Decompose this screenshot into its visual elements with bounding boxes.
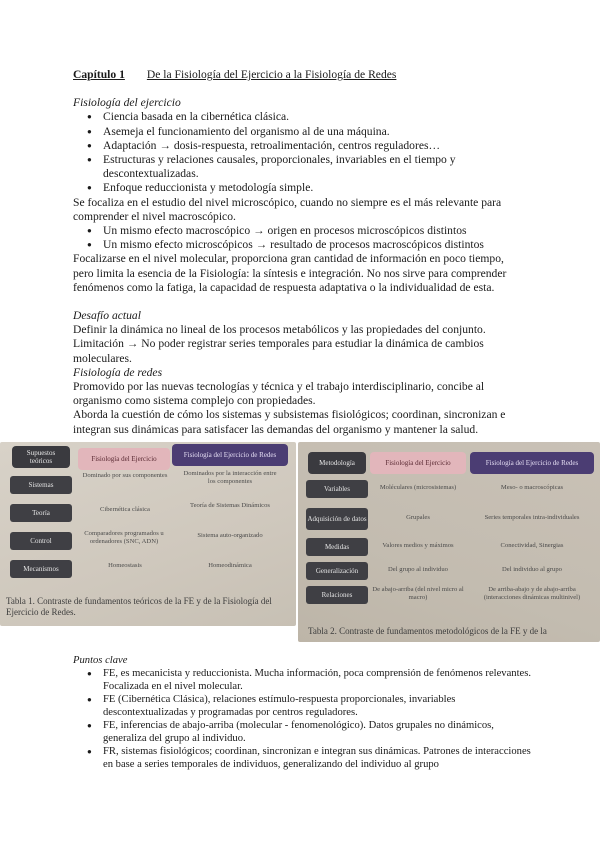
- table-cell: Valores medios y máximos: [382, 542, 454, 549]
- list-item: ● Asemeja el funcionamiento del organismo al de una máquina.: [103, 125, 520, 139]
- section-heading-redes: Fisiología de redes: [73, 365, 163, 379]
- chapter-number: Capítulo 1: [73, 68, 125, 81]
- table-header-col2: Fisiología del Ejercicio de Redes: [470, 452, 594, 474]
- table-cell: Del individuo al grupo: [502, 566, 562, 573]
- table-header-corner: Supuestos teóricos: [12, 446, 70, 468]
- table-row-label: Sistemas: [10, 476, 72, 494]
- table-cell: Meso- o macroscópicas: [500, 484, 564, 491]
- table-cell: Series temporales intra-individuales: [484, 514, 580, 521]
- table-cell: Grupales: [406, 514, 430, 521]
- table-row-label: Variables: [306, 480, 368, 498]
- table-header-corner: Metodología: [308, 452, 366, 474]
- table-row-label: Generalización: [306, 562, 368, 580]
- table-row-label: Control: [10, 532, 72, 550]
- table-cell: De arriba-abajo y de abajo-arriba (interacciones dinámicas multinivel): [483, 586, 581, 601]
- table-cell: Homeostasis: [108, 562, 142, 569]
- list-item: ● FE, es mecanicista y reduccionista. Mucha información, poca comprensión de fenómenos relevantes. Focalizada en el nivel molecular.: [103, 667, 540, 693]
- list-item: ● Adaptación → dosis-respuesta, retroalimentación, centros reguladores…: [103, 139, 520, 153]
- paragraph: Promovido por las nuevas tecnologías y técnica y el trabajo interdisciplinario, concibe al organismo como sistema complejo con propiedades.: [73, 380, 485, 408]
- table-cell: Dominado por sus componentes: [82, 472, 168, 479]
- table-row-label: Relaciones: [306, 586, 368, 604]
- table-2-photo: [298, 442, 600, 642]
- section-heading-fisiologia-ejercicio: Fisiología del ejercicio: [73, 96, 181, 110]
- table-1-photo: [0, 442, 296, 626]
- list-item: ● Estructuras y relaciones causales, proporcionales, invariables en el tiempo y descontextualizadas.: [103, 153, 520, 181]
- table-cell: Dominados por la interacción entre los componentes: [183, 470, 277, 485]
- paragraph: Definir la dinámica no lineal de los procesos metabólicos y las propiedades del conjunto.: [73, 323, 486, 337]
- chapter-heading: [73, 68, 520, 82]
- table-header-col1: Fisiología del Ejercicio: [78, 448, 170, 470]
- list-item: ● Enfoque reduccionista y metodología simple.: [103, 181, 520, 195]
- table-row-label: Mecanismos: [10, 560, 72, 578]
- bullet-list-efectos: [73, 224, 520, 252]
- bullet-list-puntos: [73, 667, 540, 771]
- section-heading-desafio: Desafío actual: [73, 309, 141, 323]
- table-row-label: Adquisición de datos: [306, 508, 368, 530]
- table-cell: Comparadores programados u ordenadores (SNC, ADN): [84, 530, 164, 545]
- table-cell: Del grupo al individuo: [388, 566, 448, 573]
- body-text: [73, 68, 520, 437]
- table-header-col1: Fisiología del Ejercicio: [370, 452, 466, 474]
- list-item: ● Un mismo efecto microscópicos → resultado de procesos macroscópicos distintos: [103, 238, 520, 252]
- table-row-label: Teoría: [10, 504, 72, 522]
- table-header-col2: Fisiología del Ejercicio de Redes: [172, 444, 288, 466]
- table-caption: Tabla 1. Contraste de fundamentos teóricos de la FE y de la Fisiología del Ejercicio de Redes.: [6, 596, 272, 617]
- table-cell: Moléculares (microsistemas): [379, 484, 457, 491]
- table-cell: Teoría de Sistemas Dinámicos: [190, 502, 270, 509]
- list-item: ● FE, inferencias de abajo-arriba (molecular - fenomenológico). Datos grupales no dinámicos, generaliza del grupo al individuo.: [103, 719, 540, 745]
- chapter-title: De la Fisiología del Ejercicio a la Fisiología de Redes: [146, 68, 397, 81]
- table-cell: Conectividad, Sinergias: [500, 542, 564, 549]
- table-cell: Sistema auto-organizado: [197, 532, 263, 539]
- paragraph: Se focaliza en el estudio del nivel microscópico, cuando no siempre es el más relevante para comprender el nivel macroscópico.: [73, 195, 502, 223]
- list-item: ● FR, sistemas fisiológicos; coordinan, sincronizan e integran sus dinámicas. Patrones de interacciones en base a series temporales de individuos, generalizando del individuo al grupo: [103, 745, 540, 771]
- paragraph: Limitación → No poder registrar series temporales para estudiar la dinámica de cambios moleculares.: [73, 337, 484, 365]
- paragraph: Aborda la cuestión de cómo los sistemas y subsistemas fisiológicos; coordinan, sincronizan e integran sus dinámicas para satisfacer las demandas del organismo y mantener la salud.: [73, 408, 506, 436]
- table-caption: Tabla 2. Contraste de fundamentos metodológicos de la FE y de la: [308, 626, 547, 636]
- section-heading-puntos-clave: Puntos clave: [73, 655, 128, 666]
- list-item: ● Un mismo efecto macroscópico → origen en procesos microscópicos distintos: [103, 224, 520, 238]
- table-cell: Cibernética clásica: [100, 506, 150, 513]
- table-cell: Homeodinámica: [208, 562, 252, 569]
- list-item: ● Ciencia basada en la cibernética clásica.: [103, 110, 520, 124]
- table-cell: De abajo-arriba (del nivel micro al macro): [372, 586, 464, 601]
- bullet-list-fisiologia: [73, 110, 520, 195]
- key-points: [73, 654, 540, 771]
- table-row-label: Medidas: [306, 538, 368, 556]
- paragraph: Focalizarse en el nivel molecular, proporciona gran cantidad de información en poco tiempo, pero limita la esencia de la Fisiología: la síntesis e integración. No nos sirve para comprender fenómenos como la fatiga, la capacidad de respuesta adaptativa o la individualidad de esta.: [73, 252, 507, 294]
- list-item: ● FE (Cibernética Clásica), relaciones estímulo-respuesta proporcionales, invariables descontextualizadas y programadas por centros reguladores.: [103, 693, 540, 719]
